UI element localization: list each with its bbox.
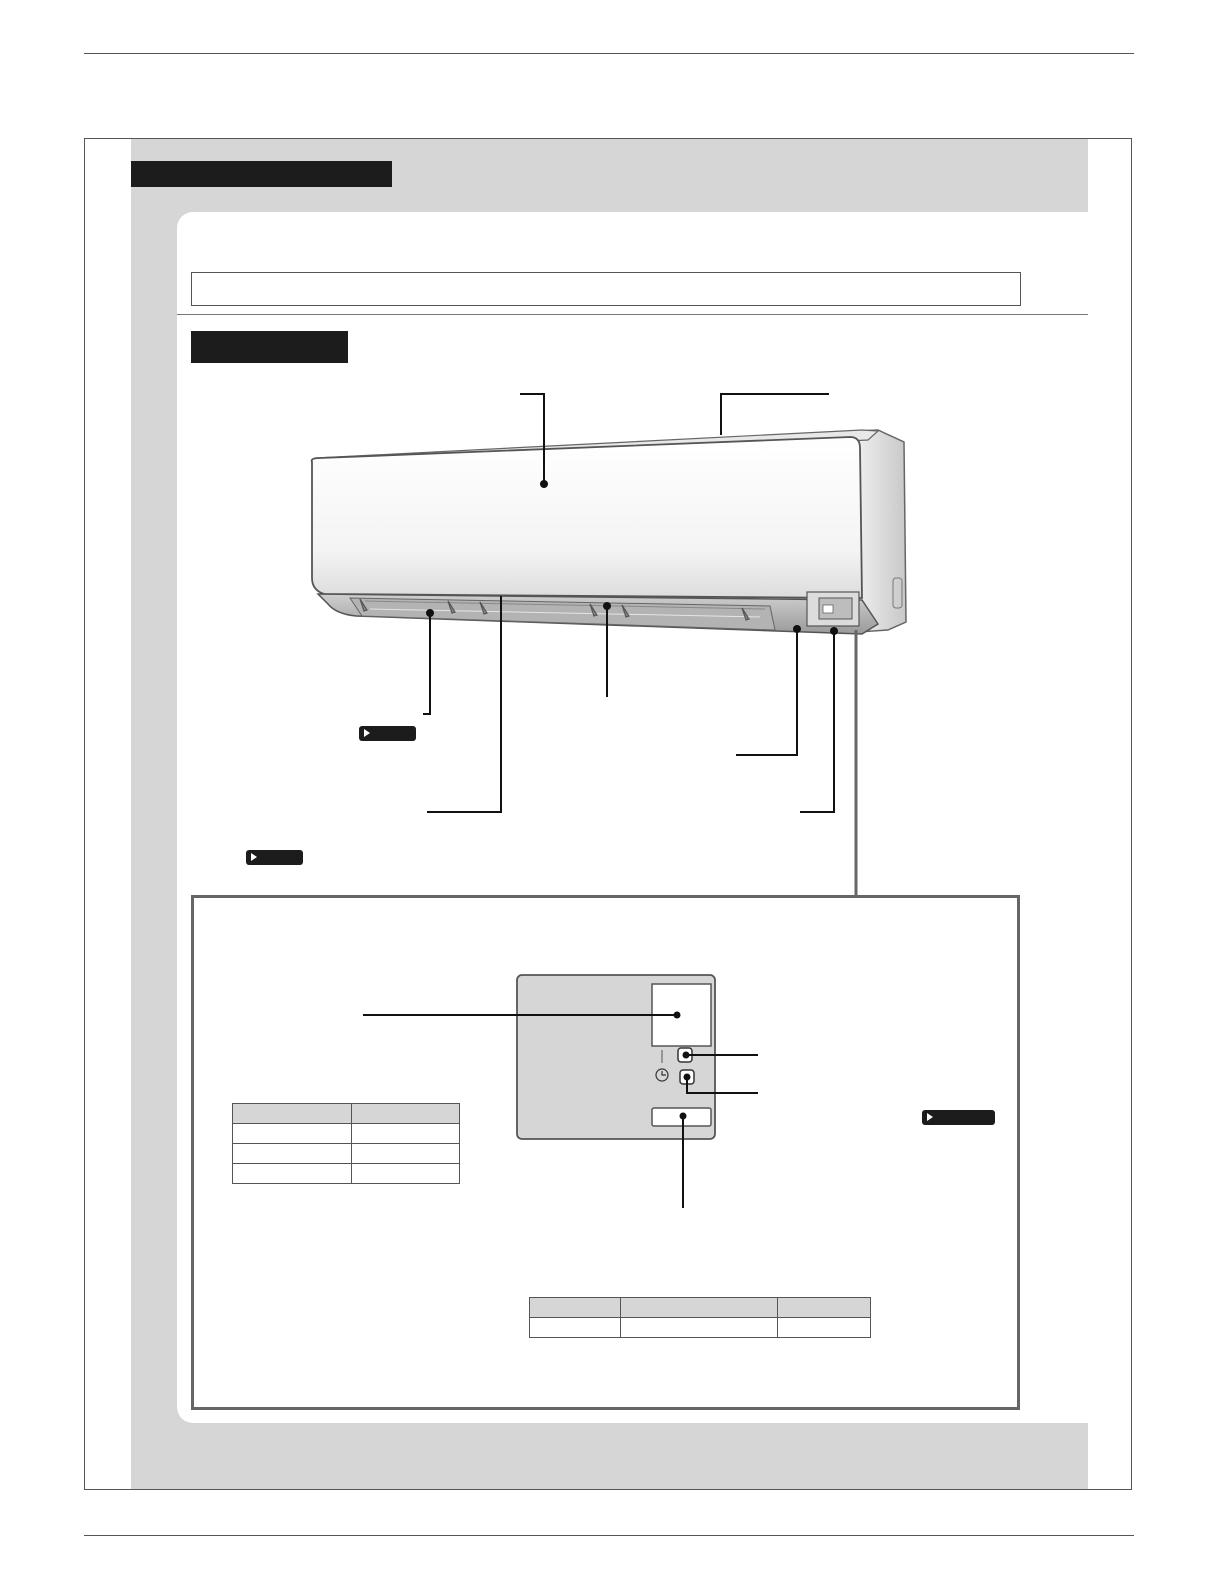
table-header-cell bbox=[352, 1104, 460, 1124]
table-cell bbox=[352, 1144, 460, 1164]
table-header-cell bbox=[621, 1298, 778, 1318]
table-header-cell bbox=[233, 1104, 352, 1124]
table-cell bbox=[352, 1164, 460, 1184]
table-cell bbox=[233, 1124, 352, 1144]
table-cell bbox=[621, 1318, 778, 1338]
table-row bbox=[233, 1124, 460, 1144]
table-cell bbox=[352, 1124, 460, 1144]
table-header-cell bbox=[778, 1298, 871, 1318]
table-row bbox=[233, 1164, 460, 1184]
table-cell bbox=[233, 1164, 352, 1184]
table-cell bbox=[233, 1144, 352, 1164]
table-row bbox=[530, 1318, 871, 1338]
table-cell bbox=[778, 1318, 871, 1338]
table-row bbox=[233, 1144, 460, 1164]
mode-table bbox=[529, 1297, 871, 1338]
indicator-table bbox=[232, 1103, 460, 1184]
table-header-cell bbox=[530, 1298, 621, 1318]
table-cell bbox=[530, 1318, 621, 1338]
